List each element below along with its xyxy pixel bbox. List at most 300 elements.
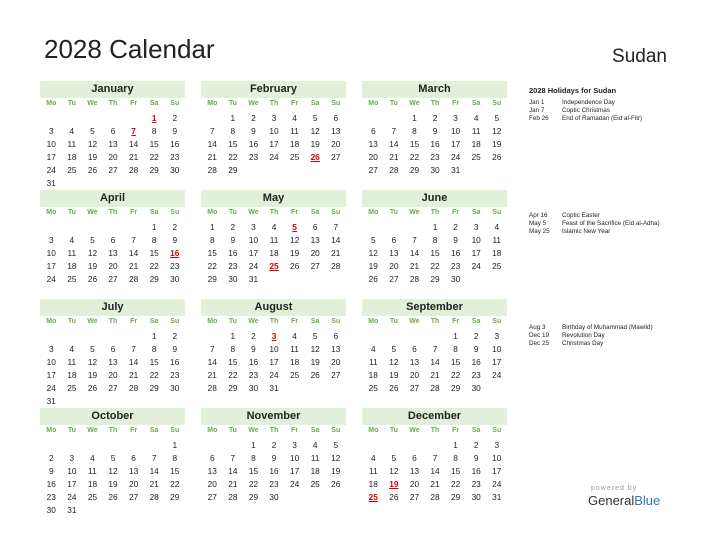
day-cell: 18 — [492, 248, 502, 259]
holiday-date: Apr 16 — [529, 212, 548, 219]
holiday-day: 7 — [131, 126, 136, 137]
day-cell: 15 — [149, 248, 159, 259]
week-row — [201, 452, 346, 465]
day-cell: 29 — [248, 492, 259, 503]
holiday-date: Dec 19 — [529, 331, 549, 339]
day-cell: 8 — [230, 344, 236, 355]
month-header: March — [362, 81, 507, 98]
day-cell: 28 — [128, 165, 139, 176]
month-october — [40, 408, 185, 518]
day-cell: 12 — [108, 466, 118, 477]
month-header: July — [40, 299, 185, 316]
day-cell — [62, 177, 83, 190]
day-cell: 17 — [450, 139, 461, 150]
country-name: Sudan — [612, 46, 667, 67]
day-cell: 15 — [207, 248, 217, 259]
day-cell: 9 — [172, 235, 178, 246]
weekday-label: Th — [430, 427, 440, 434]
day-cell — [164, 504, 185, 517]
weekday-row — [40, 425, 185, 437]
weekday-label: Th — [108, 100, 118, 107]
day-cell: 1 — [151, 331, 157, 341]
day-cell: 17 — [46, 152, 56, 163]
day-cell — [123, 177, 144, 190]
brand-blue: Blue — [634, 493, 661, 508]
day-cell: 26 — [289, 261, 300, 272]
day-cell: 24 — [46, 383, 56, 394]
day-cell: 2 — [48, 453, 54, 464]
day-cell: 24 — [492, 479, 502, 490]
day-cell: 15 — [149, 357, 159, 368]
day-cell: 16 — [248, 139, 259, 150]
weekday-label: Su — [492, 100, 502, 107]
week-row — [362, 234, 507, 247]
holiday-group — [529, 324, 653, 347]
day-cell: 22 — [248, 479, 259, 490]
weekday-row — [362, 316, 507, 328]
day-cell: 12 — [87, 248, 98, 259]
day-cell: 26 — [87, 165, 98, 176]
day-cell: 10 — [450, 126, 461, 137]
weekday-label: Fr — [291, 100, 299, 107]
day-cell: 18 — [67, 370, 77, 381]
day-cell: 4 — [90, 453, 95, 464]
day-cell: 23 — [471, 479, 481, 490]
weekday-label: We — [87, 209, 98, 216]
day-cell: 29 — [149, 165, 159, 176]
day-cell: 17 — [492, 466, 502, 477]
holiday-item — [529, 115, 642, 123]
weekday-label: Mo — [207, 427, 218, 434]
weekday-label: Mo — [46, 209, 57, 216]
holiday-name: Revolution Day — [562, 331, 605, 339]
day-cell: 15 — [409, 139, 420, 150]
holiday-day: 26 — [310, 152, 320, 163]
day-cell: 22 — [149, 370, 159, 381]
day-cell: 30 — [170, 165, 180, 176]
day-cell: 13 — [331, 344, 341, 355]
week-row — [362, 465, 507, 478]
holidays-title: 2028 Holidays for Sudan — [529, 86, 617, 95]
day-cell — [363, 330, 384, 343]
day-cell: 24 — [269, 370, 279, 381]
day-cell: 11 — [290, 126, 299, 137]
week-row — [362, 356, 507, 369]
day-cell: 3 — [48, 344, 54, 355]
day-cell: 28 — [409, 274, 420, 285]
day-cell: 10 — [46, 248, 56, 259]
month-january — [40, 81, 185, 191]
weekday-label: Fr — [452, 427, 460, 434]
day-cell: 15 — [248, 466, 259, 477]
holiday-item — [529, 228, 660, 236]
day-cell: 4 — [69, 235, 75, 246]
day-cell: 16 — [170, 357, 180, 368]
weekday-row — [201, 98, 346, 110]
week-row — [201, 356, 346, 369]
day-cell: 2 — [453, 222, 458, 232]
week-row — [40, 221, 185, 234]
weekday-label: Sa — [471, 318, 481, 325]
day-cell: 11 — [67, 357, 77, 368]
weekday-label: We — [248, 100, 259, 107]
week-row — [201, 151, 346, 164]
day-cell — [466, 164, 487, 177]
weekday-label: Su — [331, 100, 341, 107]
day-cell: 17 — [248, 248, 259, 259]
month-august — [201, 299, 346, 395]
day-cell: 25 — [67, 383, 77, 394]
day-cell: 13 — [128, 466, 139, 477]
day-cell: 15 — [170, 466, 180, 477]
weekday-label: Mo — [207, 209, 218, 216]
week-row — [201, 247, 346, 260]
week-row — [201, 273, 346, 286]
day-cell: 19 — [87, 261, 98, 272]
day-cell: 20 — [128, 479, 139, 490]
day-cell: 7 — [151, 453, 157, 464]
weekday-label: Th — [269, 100, 279, 107]
day-cell: 29 — [450, 492, 461, 503]
day-cell: 20 — [331, 357, 341, 368]
week-row — [201, 260, 346, 273]
weekday-label: Tu — [389, 100, 398, 107]
day-cell: 19 — [389, 370, 399, 381]
day-cell: 3 — [292, 440, 297, 450]
weekday-label: We — [409, 427, 420, 434]
generalblue-logo — [588, 485, 660, 508]
day-cell: 7 — [432, 453, 438, 464]
day-cell — [202, 330, 223, 343]
month-header: August — [201, 299, 346, 316]
weekday-label: Tu — [389, 209, 398, 216]
day-cell — [384, 221, 405, 234]
day-cell: 21 — [207, 152, 217, 163]
weekday-label: Su — [170, 318, 180, 325]
day-cell: 30 — [269, 492, 279, 503]
day-cell: 8 — [453, 453, 458, 464]
day-cell: 12 — [87, 139, 98, 150]
holiday-group — [529, 212, 660, 235]
day-cell: 23 — [269, 479, 279, 490]
weekday-label: Tu — [228, 209, 237, 216]
day-cell: 9 — [251, 126, 256, 137]
weekday-row — [362, 98, 507, 110]
day-cell: 1 — [432, 222, 438, 232]
day-cell: 12 — [492, 126, 502, 137]
day-cell — [82, 504, 103, 517]
day-cell: 23 — [228, 261, 238, 272]
day-cell: 22 — [228, 152, 238, 163]
day-cell — [384, 330, 405, 343]
day-cell: 21 — [389, 152, 399, 163]
day-cell: 24 — [492, 370, 502, 381]
day-cell — [103, 112, 124, 125]
day-cell: 25 — [67, 274, 77, 285]
day-cell: 8 — [412, 126, 417, 137]
day-cell: 2 — [473, 331, 479, 341]
day-cell: 7 — [391, 126, 397, 137]
day-cell: 11 — [88, 466, 97, 477]
day-cell: 24 — [289, 479, 300, 490]
weekday-label: We — [409, 100, 420, 107]
day-cell: 12 — [310, 126, 320, 137]
day-cell: 2 — [172, 331, 178, 341]
day-cell: 18 — [289, 357, 300, 368]
day-cell: 11 — [269, 235, 279, 246]
weekday-label: Sa — [471, 209, 481, 216]
day-cell: 1 — [453, 440, 458, 450]
day-cell: 28 — [207, 383, 217, 394]
day-cell: 11 — [290, 344, 299, 355]
day-cell: 26 — [87, 383, 98, 394]
week-row — [201, 439, 346, 452]
day-cell: 16 — [228, 248, 238, 259]
day-cell: 24 — [46, 274, 56, 285]
day-cell: 8 — [151, 126, 157, 137]
weekday-label: Fr — [452, 318, 460, 325]
day-cell: 10 — [492, 344, 502, 355]
weekday-label: Sa — [149, 100, 159, 107]
day-cell: 31 — [492, 492, 502, 503]
day-cell: 14 — [430, 466, 440, 477]
day-cell: 17 — [46, 370, 56, 381]
day-cell: 22 — [450, 479, 461, 490]
day-cell: 18 — [368, 479, 378, 490]
day-cell: 29 — [228, 165, 238, 176]
day-cell: 31 — [46, 178, 56, 189]
day-cell — [123, 221, 144, 234]
day-cell: 18 — [67, 261, 77, 272]
holiday-day: 25 — [368, 492, 378, 503]
day-cell: 19 — [289, 248, 300, 259]
day-cell — [103, 504, 124, 517]
day-cell: 1 — [453, 331, 458, 341]
day-cell: 21 — [228, 479, 238, 490]
day-cell — [41, 330, 62, 343]
day-cell: 27 — [128, 492, 139, 503]
weekday-label: We — [87, 100, 98, 107]
day-cell: 28 — [149, 492, 159, 503]
day-cell: 22 — [149, 152, 159, 163]
week-row — [40, 395, 185, 408]
holiday-item — [529, 324, 653, 332]
day-cell: 7 — [209, 126, 215, 137]
day-cell — [425, 330, 446, 343]
day-cell: 26 — [389, 492, 399, 503]
day-cell: 30 — [170, 383, 180, 394]
weekday-label: Mo — [368, 318, 379, 325]
day-cell: 15 — [149, 139, 159, 150]
day-cell: 7 — [131, 344, 136, 355]
day-cell: 5 — [333, 440, 339, 450]
day-cell: 18 — [310, 466, 320, 477]
weekday-label: Tu — [389, 427, 398, 434]
day-cell: 24 — [46, 165, 56, 176]
weekday-label: Sa — [471, 427, 481, 434]
holiday-item — [529, 99, 642, 107]
day-cell: 22 — [450, 370, 461, 381]
week-row — [362, 330, 507, 343]
week-row — [40, 151, 185, 164]
day-cell: 16 — [471, 466, 481, 477]
weekday-label: Mo — [46, 100, 57, 107]
week-row — [40, 125, 185, 138]
month-header: December — [362, 408, 507, 425]
day-cell — [466, 273, 487, 286]
day-cell — [82, 439, 103, 452]
week-row — [40, 260, 185, 273]
day-cell: 19 — [87, 370, 98, 381]
day-cell — [103, 330, 124, 343]
day-cell: 3 — [494, 331, 500, 341]
day-cell: 30 — [450, 274, 461, 285]
month-july — [40, 299, 185, 409]
day-cell: 21 — [207, 370, 217, 381]
day-cell — [103, 439, 124, 452]
day-cell: 1 — [412, 113, 417, 123]
weekday-label: Mo — [368, 209, 379, 216]
week-row — [201, 112, 346, 125]
week-row — [201, 369, 346, 382]
weekday-label: Th — [108, 427, 118, 434]
holiday-item — [529, 220, 660, 228]
day-cell: 6 — [209, 453, 215, 464]
week-row — [40, 491, 185, 504]
holiday-name: Feast of the Sacrifice (Eid al-Adha) — [562, 219, 660, 227]
day-cell: 1 — [230, 331, 236, 341]
day-cell: 19 — [368, 261, 378, 272]
day-cell: 3 — [271, 113, 277, 123]
day-cell: 7 — [230, 453, 236, 464]
week-row — [362, 478, 507, 491]
day-cell: 28 — [389, 165, 399, 176]
day-cell: 23 — [170, 370, 180, 381]
powered-by-text: powered by — [591, 485, 638, 492]
day-cell: 2 — [271, 440, 277, 450]
holiday-item — [529, 332, 653, 340]
day-cell: 6 — [412, 344, 417, 355]
day-cell: 27 — [389, 274, 399, 285]
day-cell: 19 — [331, 466, 341, 477]
day-cell — [41, 221, 62, 234]
week-row — [40, 177, 185, 190]
day-cell: 11 — [368, 357, 378, 368]
weekday-row — [40, 207, 185, 219]
weekday-label: Tu — [228, 100, 237, 107]
day-cell: 16 — [269, 466, 279, 477]
day-cell: 25 — [492, 261, 502, 272]
day-cell: 8 — [151, 344, 157, 355]
day-cell: 13 — [108, 139, 118, 150]
day-cell: 16 — [248, 357, 259, 368]
day-cell: 23 — [450, 261, 461, 272]
day-cell: 16 — [170, 139, 180, 150]
day-cell — [123, 330, 144, 343]
day-cell: 21 — [409, 261, 420, 272]
page-title: 2028 Calendar — [44, 34, 215, 64]
holiday-name: End of Ramadan (Eid al-Fitr) — [562, 114, 643, 122]
day-cell: 23 — [170, 152, 180, 163]
day-cell: 19 — [310, 357, 320, 368]
month-march — [362, 81, 507, 177]
day-cell: 24 — [450, 152, 461, 163]
day-cell: 7 — [412, 235, 417, 246]
day-cell: 10 — [248, 235, 259, 246]
day-cell: 11 — [67, 248, 77, 259]
day-cell: 17 — [269, 139, 279, 150]
day-cell: 12 — [87, 357, 98, 368]
week-row — [201, 491, 346, 504]
day-cell: 27 — [310, 261, 320, 272]
day-cell: 2 — [172, 222, 178, 232]
day-cell: 25 — [310, 479, 320, 490]
holiday-date: May 5 — [529, 219, 547, 227]
day-cell: 16 — [430, 139, 440, 150]
weekday-label: Su — [170, 427, 180, 434]
day-cell: 31 — [269, 383, 279, 394]
week-row — [40, 439, 185, 452]
day-cell — [363, 221, 384, 234]
week-row — [362, 273, 507, 286]
day-cell: 22 — [430, 261, 440, 272]
day-cell: 17 — [46, 261, 56, 272]
weekday-label: We — [248, 427, 259, 434]
day-cell: 20 — [368, 152, 378, 163]
day-cell — [325, 491, 346, 504]
day-cell: 8 — [251, 453, 256, 464]
day-cell: 5 — [370, 235, 376, 246]
day-cell: 2 — [432, 113, 438, 123]
day-cell: 19 — [108, 479, 118, 490]
week-row — [40, 452, 185, 465]
day-cell: 29 — [149, 274, 159, 285]
day-cell: 16 — [471, 357, 481, 368]
day-cell: 18 — [67, 152, 77, 163]
day-cell: 13 — [108, 248, 118, 259]
weekday-label: Th — [430, 318, 440, 325]
weekday-label: Th — [108, 318, 118, 325]
weekday-label: Tu — [389, 318, 398, 325]
day-cell: 22 — [170, 479, 180, 490]
day-cell: 31 — [450, 165, 461, 176]
day-cell: 10 — [269, 126, 279, 137]
day-cell: 17 — [492, 357, 502, 368]
week-row — [201, 234, 346, 247]
day-cell: 14 — [430, 357, 440, 368]
day-cell: 29 — [149, 383, 159, 394]
day-cell: 18 — [289, 139, 300, 150]
day-cell: 6 — [131, 453, 136, 464]
day-cell: 2 — [251, 331, 256, 341]
day-cell: 14 — [128, 248, 139, 259]
day-cell: 21 — [128, 261, 139, 272]
day-cell: 27 — [331, 370, 341, 381]
day-cell: 9 — [251, 344, 256, 355]
day-cell — [123, 112, 144, 125]
day-cell: 29 — [409, 165, 420, 176]
day-cell — [243, 164, 264, 177]
day-cell: 9 — [271, 453, 277, 464]
day-cell: 10 — [471, 235, 481, 246]
holiday-name: Coptic Christmas — [562, 106, 610, 114]
day-cell — [284, 382, 305, 395]
day-cell: 3 — [494, 440, 500, 450]
weekday-row — [362, 207, 507, 219]
day-cell — [82, 177, 103, 190]
day-cell — [62, 439, 83, 452]
month-november — [201, 408, 346, 504]
